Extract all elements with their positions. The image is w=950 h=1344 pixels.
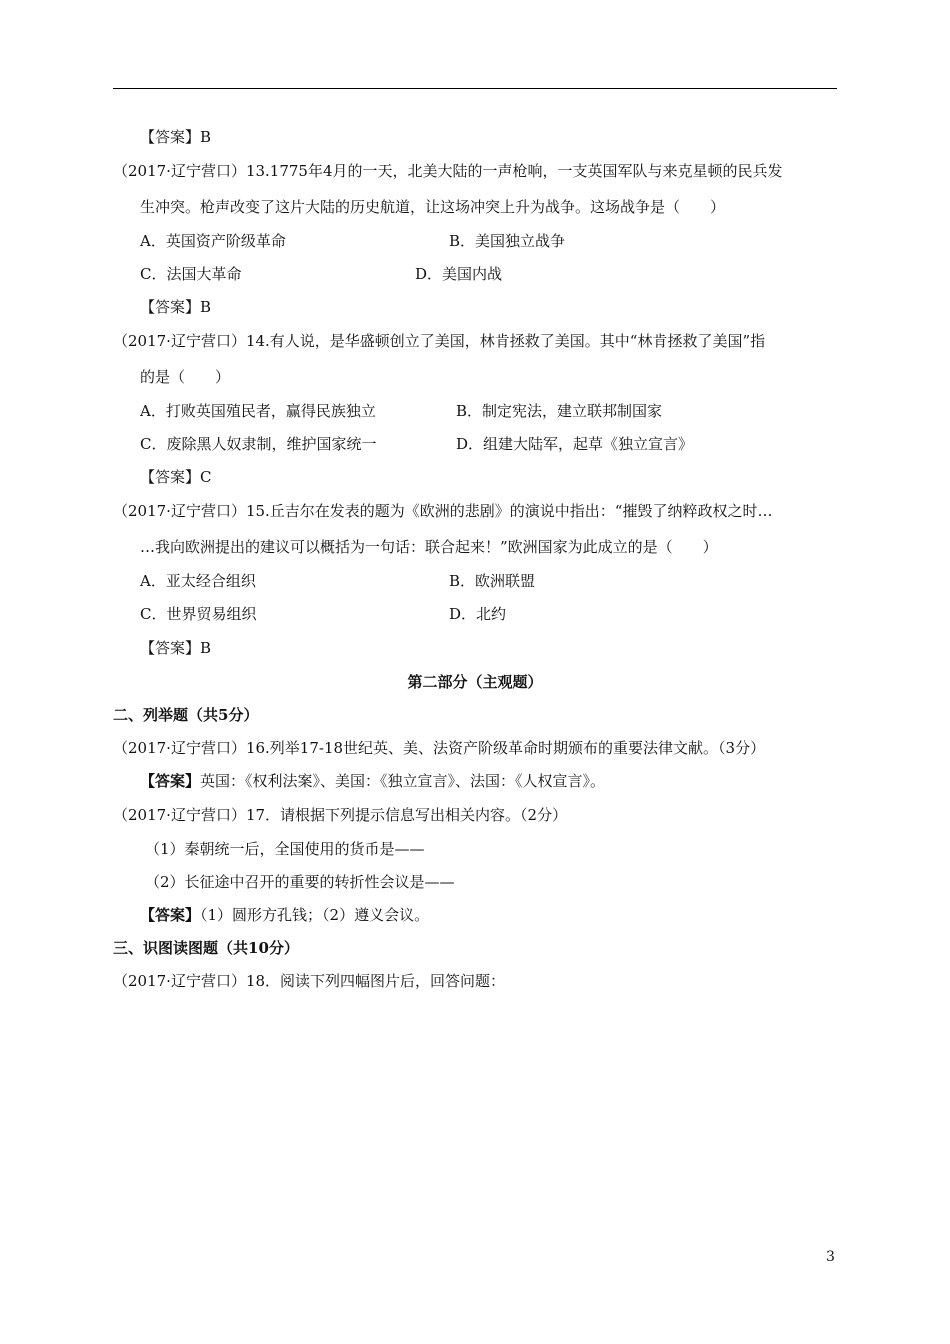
answer-q12: 【答案】B xyxy=(140,128,212,146)
question-17-item-1: （1）秦朝统一后，全国使用的货币是—— xyxy=(145,840,425,858)
q14-option-d: D．组建大陆军，起草《独立宣言》 xyxy=(456,435,694,453)
part-two-heading: 第二部分（主观题） xyxy=(407,673,543,691)
answer-q13: 【答案】B xyxy=(140,298,212,316)
answer-q15: 【答案】B xyxy=(140,639,212,657)
question-14-line1: （2017·辽宁营口）14.有人说，是华盛顿创立了美国，林肯拯救了美国。其中“林肯拯救了美国”指 xyxy=(113,332,766,350)
section-two-heading: 二、列举题（共5分） xyxy=(113,706,259,724)
q13-option-b: B．美国独立战争 xyxy=(449,232,566,250)
answer-q14: 【答案】C xyxy=(140,468,212,486)
question-14-line2: 的是（ ） xyxy=(140,368,231,386)
q15-option-a: A．亚太经合组织 xyxy=(140,572,256,590)
q14-option-b: B．制定宪法，建立联邦制国家 xyxy=(456,402,663,420)
q14-option-c: C．废除黑人奴隶制，维护国家统一 xyxy=(140,435,377,453)
answer-q17 xyxy=(140,905,429,925)
q14-option-a: A．打败英国殖民者，赢得民族独立 xyxy=(140,402,376,420)
q13-option-a: A．英国资产阶级革命 xyxy=(140,232,286,250)
q13-option-d: D．美国内战 xyxy=(415,265,503,283)
q15-option-c: C．世界贸易组织 xyxy=(140,605,257,623)
answer-label: 【答案】 xyxy=(140,906,201,924)
question-18: （2017·辽宁营口）18．阅读下列四幅图片后，回答问题： xyxy=(113,972,506,990)
question-15-line2: …我向欧洲提出的建议可以概括为一句话：联合起来！”欧洲国家为此成立的是（ ） xyxy=(140,538,718,556)
section-three-heading: 三、识图读图题（共10分） xyxy=(113,939,299,957)
q15-option-b: B．欧洲联盟 xyxy=(449,572,536,590)
q15-option-d: D．北约 xyxy=(449,605,507,623)
page-number: 3 xyxy=(826,1249,835,1265)
question-17: （2017·辽宁营口）17．请根据下列提示信息写出相关内容。（2分） xyxy=(113,806,568,824)
answer-q16 xyxy=(140,771,605,791)
answer-text: 英国：《权利法案》、美国：《独立宣言》、法国：《人权宣言》。 xyxy=(200,772,606,790)
question-17-item-2: （2）长征途中召开的重要的转折性会议是—— xyxy=(145,873,455,891)
answer-label: 【答案】 xyxy=(140,772,201,790)
header-rule xyxy=(113,88,837,89)
q13-option-c: C．法国大革命 xyxy=(140,265,242,283)
question-13-line2: 生冲突。枪声改变了这片大陆的历史航道，让这场冲突上升为战争。这场战争是（ ） xyxy=(140,198,726,216)
question-15-line1: （2017·辽宁营口）15.丘吉尔在发表的题为《欧洲的悲剧》的演说中指出：“摧毁了纳粹政权之时… xyxy=(113,502,773,520)
question-16: （2017·辽宁营口）16.列举17-18世纪英、美、法资产阶级革命时期颁布的重要法律文献。（3分） xyxy=(113,739,766,757)
answer-text: （1）圆形方孔钱；（2）遵义会议。 xyxy=(200,906,430,924)
question-13-line1: （2017·辽宁营口）13.1775年4月的一天，北美大陆的一声枪响，一支英国军队与来克星顿的民兵发 xyxy=(113,162,783,180)
